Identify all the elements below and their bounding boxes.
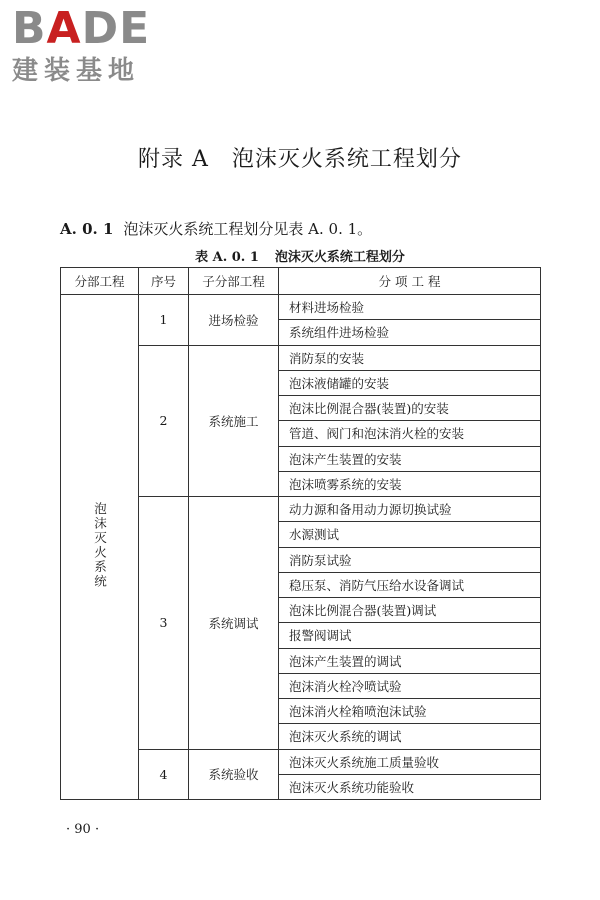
header-subdivision: 子分部工程 [189,268,279,295]
logo-main-text: BADE [12,3,151,54]
item-cell: 泡沫消火栓冷喷试验 [279,673,541,698]
seq-cell: 4 [139,749,189,800]
item-cell: 泡沫比例混合器(装置)的安装 [279,396,541,421]
item-cell: 泡沫灭火系统施工质量验收 [279,749,541,774]
subdivision-cell: 进场检验 [189,295,279,346]
seq-cell: 3 [139,497,189,750]
clause-text: 泡沫灭火系统工程划分见表 A. 0. 1。 [123,220,373,238]
item-cell: 泡沫液储罐的安装 [279,370,541,395]
item-cell: 泡沫灭火系统功能验收 [279,774,541,799]
header-seq: 序号 [139,268,189,295]
item-cell: 泡沫产生装置的安装 [279,446,541,471]
item-cell: 水源测试 [279,522,541,547]
clause-paragraph [60,218,372,239]
table-row [61,295,541,320]
item-cell: 材料进场检验 [279,295,541,320]
subdivision-cell: 系统施工 [189,345,279,497]
division-cell [61,295,139,800]
item-cell: 管道、阀门和泡沫消火栓的安装 [279,421,541,446]
clause-number: A. 0. 1 [60,220,114,238]
item-cell: 报警阀调试 [279,623,541,648]
division-label: 泡沫灭火系统 [92,502,108,589]
page-number: · 90 · [66,822,100,837]
table-caption-number: 表 A. 0. 1 [195,250,259,265]
item-cell: 系统组件进场检验 [279,320,541,345]
table-header-row [61,268,541,295]
appendix-title: 附录 A 泡沫灭火系统工程划分 [138,147,462,172]
table-caption [0,246,600,265]
item-cell: 消防泵试验 [279,547,541,572]
item-cell: 动力源和备用动力源切换试验 [279,497,541,522]
subdivision-cell: 系统验收 [189,749,279,800]
item-cell: 泡沫喷雾系统的安装 [279,471,541,496]
header-items: 分 项 工 程 [279,268,541,295]
subdivision-cell: 系统调试 [189,497,279,750]
item-cell: 泡沫产生装置的调试 [279,648,541,673]
item-cell: 泡沫灭火系统的调试 [279,724,541,749]
logo [12,3,151,86]
item-cell: 泡沫消火栓箱喷泡沫试验 [279,699,541,724]
seq-cell: 2 [139,345,189,497]
seq-cell: 1 [139,295,189,346]
division-table [60,267,541,800]
item-cell: 消防泵的安装 [279,345,541,370]
item-cell: 稳压泵、消防气压给水设备调试 [279,572,541,597]
header-division: 分部工程 [61,268,139,295]
item-cell: 泡沫比例混合器(装置)调试 [279,598,541,623]
table-caption-title: 泡沫灭火系统工程划分 [274,250,405,265]
logo-sub-text: 建装基地 [12,56,141,86]
